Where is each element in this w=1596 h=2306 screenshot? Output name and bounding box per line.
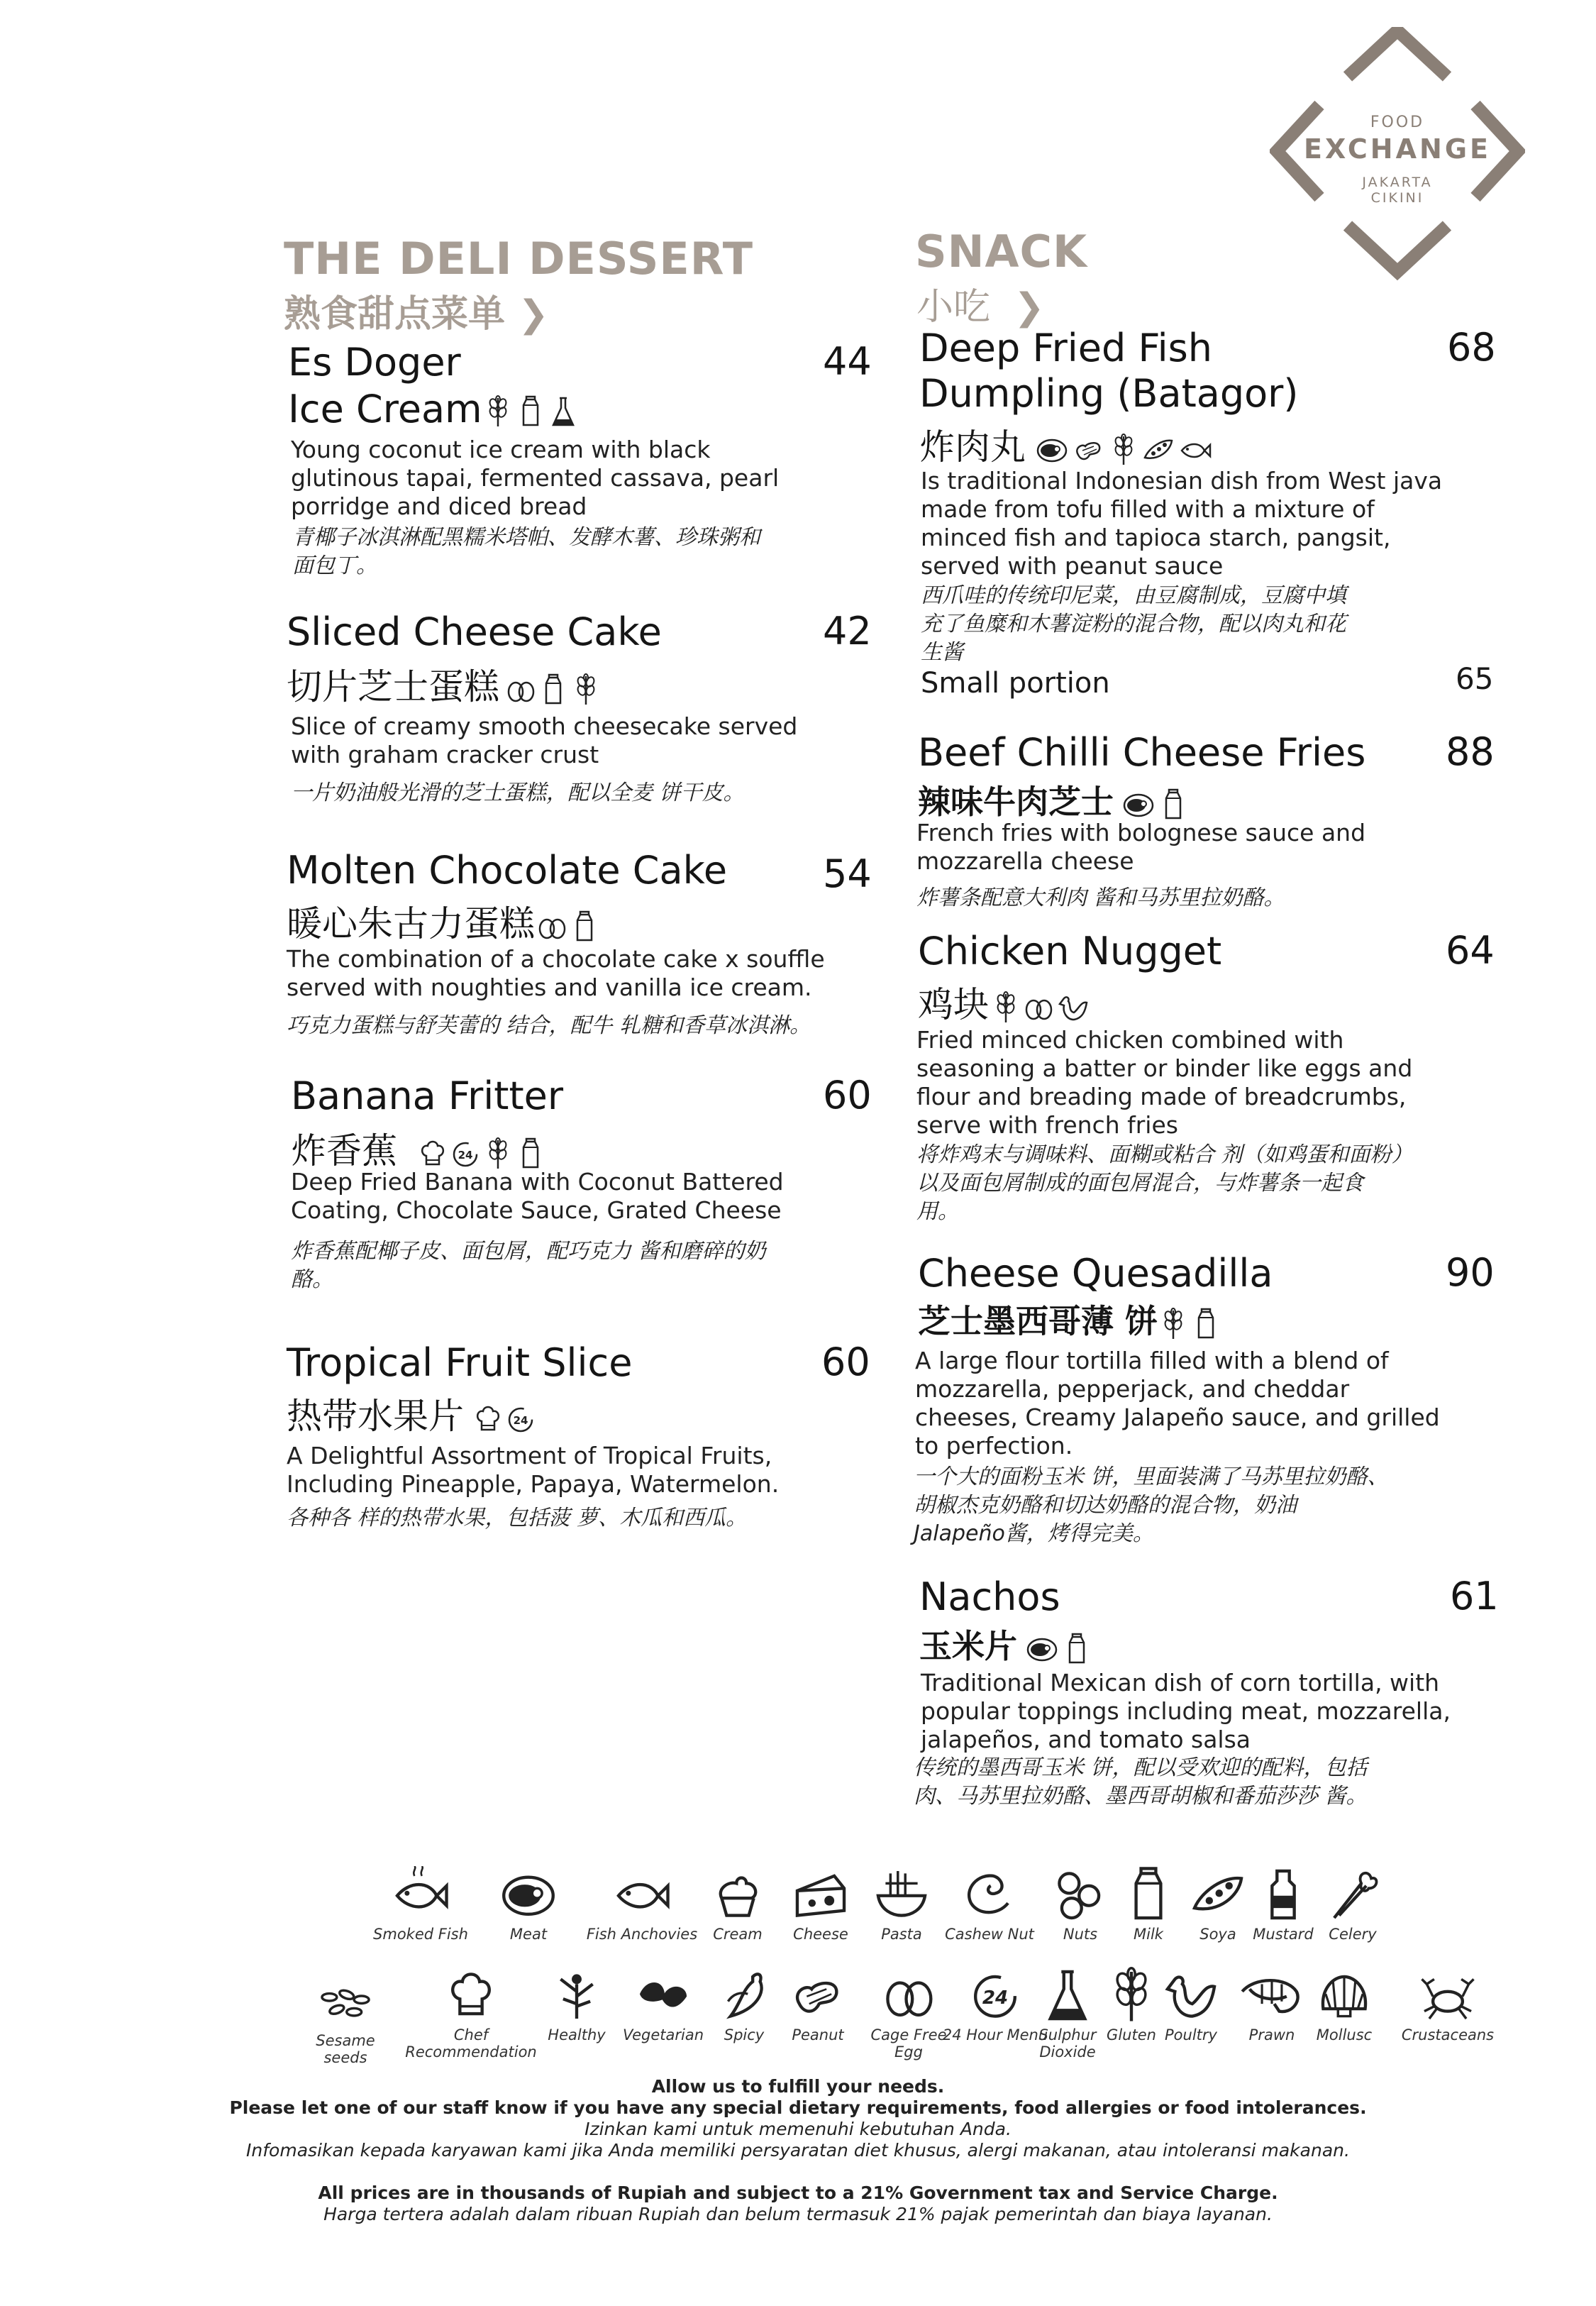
- 24-hour-icon: [506, 1403, 535, 1435]
- menu-item-price: 54: [823, 851, 872, 896]
- legend-cream: Cream: [685, 1866, 791, 1943]
- menu-item-description: A Delightful Assortment of Tropical Fruits, Including Pineapple, Papaya, Watermelon.: [287, 1442, 780, 1498]
- menu-item-description: The combination of a chocolate cake x souffle served with noughties and vanilla ice cream.: [287, 945, 825, 1001]
- peanut-icon: [789, 1967, 846, 2024]
- menu-item-description: Is traditional Indonesian dish from West java made from tofu filled with a mixture of minced fish and tapioca starch, pangsit, served with peanut sauce: [921, 467, 1443, 580]
- legend-smoked-fish: Smoked Fish: [367, 1866, 474, 1943]
- menu-item-name-cn: 芝士墨西哥薄 饼: [918, 1296, 1220, 1342]
- legend-vegetarian: Vegetarian: [610, 1967, 716, 2043]
- chef-icon: [443, 1967, 499, 2024]
- cream-icon: [709, 1866, 766, 1923]
- footer-line3: Izinkan kami untuk memenuhi kebutuhan Anda.: [584, 2119, 1012, 2139]
- gluten-icon: [572, 673, 600, 706]
- legend-healthy: Healthy: [523, 1967, 630, 2043]
- chef-icon: [419, 1137, 447, 1170]
- menu-item-price: 42: [823, 609, 872, 653]
- egg-icon: [538, 910, 566, 943]
- poultry-icon: [1163, 1967, 1219, 2024]
- celery-icon: [1324, 1866, 1381, 1923]
- legend-chef-recommendation: Chef Recommendation: [400, 1967, 542, 2060]
- milk-icon: [1159, 788, 1187, 821]
- menu-item-name-cn: 炸肉丸: [919, 419, 1212, 470]
- legend-mustard: Mustard: [1230, 1866, 1336, 1943]
- menu-item-name-cn: 辣味牛肉芝士: [918, 776, 1187, 823]
- menu-item-description-cn: 一个大的面粉玉米 饼，里面装满了马苏里拉奶酪、 胡椒杰克奶酪和切达奶酪的混合物，奶油 Jalapeño酱，烤得完美。: [914, 1464, 1389, 1546]
- menu-item-description-cn: 各种各 样的热带水果，包括菠 萝、木瓜和西瓜。: [287, 1506, 748, 1530]
- menu-item-description-cn: 巧克力蛋糕与舒芙蕾的 结合，配牛 轧糖和香草冰淇淋。: [287, 1013, 811, 1038]
- menu-item-name-cn: 切片芝士蛋糕: [287, 658, 600, 710]
- milk-icon: [516, 1137, 545, 1170]
- legend-spicy: Spicy: [691, 1967, 797, 2043]
- legend-pasta: Pasta: [848, 1866, 955, 1943]
- footer-line6: Harga tertera adalah dalam ribuan Rupiah dan belum termasuk 21% pajak pemerintah dan biaya layanan.: [323, 2204, 1273, 2224]
- legend-sulphur-dioxide: Sulphur Dioxide: [1014, 1967, 1121, 2060]
- poultry-icon: [1057, 991, 1090, 1024]
- crustaceans-icon: [1419, 1967, 1476, 2024]
- logo-line1: FOOD: [1370, 114, 1425, 131]
- vegetarian-icon: [635, 1967, 692, 2024]
- smoked-fish-icon: [392, 1866, 449, 1923]
- food-exchange-logo: [1270, 27, 1525, 282]
- menu-item-name-cn: 暖心朱古力蛋糕: [287, 895, 599, 947]
- menu-item-description: Traditional Mexican dish of corn tortilla, with popular toppings including meat, mozzarella, jalapeños, and tomato salsa: [921, 1669, 1451, 1753]
- chevron-right-icon: ❯: [518, 293, 549, 336]
- meat-icon: [500, 1866, 557, 1923]
- legend-milk: Milk: [1095, 1866, 1202, 1943]
- milk-icon: [516, 395, 545, 428]
- footer-line4: Infomasikan kepada karyawan kami jika Anda memiliki persyaratan diet khusus, alergi makanan, atau intoleransi makanan.: [246, 2140, 1350, 2161]
- menu-item-name: Nachos: [919, 1574, 1060, 1619]
- menu-item-name-cn: 鸡块: [918, 976, 1090, 1027]
- menu-item-description-cn: 炸薯条配意大利肉 酱和马苏里拉奶酪。: [916, 886, 1285, 910]
- menu-item-description: Young coconut ice cream with black glutinous tapai, fermented cassava, pearl porridge and diced bread: [291, 436, 780, 520]
- milk-icon: [570, 910, 599, 943]
- cashew-icon: [961, 1866, 1018, 1923]
- menu-item-description-cn: 将炸鸡末与调味料、面糊或粘合 剂（如鸡蛋和面粉） 以及面包屑制成的面包屑混合，与炸薯条一起食 用。: [916, 1142, 1413, 1224]
- menu-item-description-cn: 炸香蕉配椰子皮、面包屑，配巧克力 酱和磨碎的奶 酪。: [291, 1239, 766, 1292]
- gluten-icon: [992, 991, 1020, 1024]
- legend-poultry: Poultry: [1138, 1967, 1244, 2043]
- menu-item-description: French fries with bolognese sauce and mozzarella cheese: [916, 819, 1366, 875]
- legend-nuts: Nuts: [1027, 1866, 1134, 1943]
- logo-line4: CIKINI: [1370, 190, 1424, 206]
- footer-line1: Allow us to fulfill your needs.: [651, 2076, 945, 2097]
- snack-section-title: SNACK: [915, 226, 1088, 277]
- legend-fish-anchovies: Fish Anchovies: [582, 1866, 702, 1943]
- menu-item-name-cn: 炸香蕉: [291, 1122, 545, 1174]
- egg-icon: [506, 673, 535, 706]
- menu-item-name: Cheese Quesadilla: [918, 1251, 1273, 1296]
- menu-item-name: Molten Chocolate Cake: [287, 848, 728, 893]
- small-portion-label: Small portion: [921, 667, 1110, 700]
- menu-item-price: 68: [1447, 325, 1496, 370]
- peanut-icon: [1073, 434, 1105, 466]
- menu-item-price: 44: [823, 339, 872, 384]
- legend-gluten: Gluten: [1078, 1967, 1185, 2043]
- meat-icon: [1036, 434, 1068, 466]
- snack-section-title-cn: 小吃 ❯: [916, 286, 1045, 329]
- mollusc-icon: [1316, 1967, 1373, 2024]
- pasta-icon: [873, 1866, 930, 1923]
- meat-icon: [1122, 788, 1155, 821]
- legend-mollusc: Mollusc: [1291, 1967, 1397, 2043]
- menu-item-name: Sliced Cheese Cake: [287, 609, 662, 654]
- menu-item-description-cn: 青椰子冰淇淋配黑糯米塔帕、发酵木薯、珍珠粥和 面包丁。: [292, 525, 760, 578]
- 24-hour-icon: [451, 1137, 480, 1170]
- spicy-icon: [716, 1967, 772, 2024]
- logo-line2: EXCHANGE: [1304, 133, 1491, 165]
- menu-item-description: Slice of creamy smooth cheesecake served with graham cracker crust: [291, 712, 798, 768]
- dessert-section-title: THE DELI DESSERT: [284, 233, 754, 285]
- menu-item-price: 64: [1446, 928, 1495, 973]
- dessert-section-title-cn: 熟食甜点菜单 ❯: [284, 293, 549, 336]
- cheese-icon: [792, 1866, 849, 1923]
- legend-meat: Meat: [475, 1866, 582, 1943]
- milk-icon: [1192, 1308, 1220, 1340]
- menu-item-description: Fried minced chicken combined with seasoning a batter or binder like eggs and flour and breading made of breadcrumbs, serve with french fries: [916, 1026, 1413, 1139]
- legend-crustaceans: Crustaceans: [1395, 1967, 1501, 2043]
- sulphur-dioxide-icon: [549, 395, 577, 428]
- chef-icon: [474, 1403, 502, 1435]
- egg-icon: [1024, 991, 1053, 1024]
- logo-line3: JAKARTA: [1362, 175, 1433, 190]
- menu-item-name-cn: 玉米片: [919, 1621, 1091, 1667]
- menu-item-name-line2: Dumpling (Batagor): [919, 371, 1299, 416]
- menu-item-name: Deep Fried Fish: [919, 326, 1212, 370]
- menu-item-price: 60: [823, 1073, 872, 1118]
- legend-cashew-nut: Cashew Nut: [936, 1866, 1043, 1943]
- menu-item-name-cn: 热带水果片: [287, 1388, 535, 1439]
- menu-item-price: 90: [1446, 1250, 1495, 1295]
- menu-item-price: 60: [821, 1340, 870, 1384]
- menu-item-name: Chicken Nugget: [918, 929, 1222, 973]
- meat-icon: [1026, 1633, 1058, 1665]
- menu-item-price: 61: [1450, 1574, 1499, 1618]
- legend-celery: Celery: [1299, 1866, 1406, 1943]
- menu-item-name: Beef Chilli Cheese Fries: [918, 730, 1366, 775]
- menu-item-description-cn: 一片奶油般光滑的芝士蛋糕，配以全麦 饼干皮。: [291, 780, 745, 805]
- legend-sesame-seeds: Sesame seeds: [292, 1973, 399, 2066]
- gluten-icon: [484, 395, 512, 428]
- egg-icon: [880, 1967, 937, 2024]
- milk-icon: [539, 673, 567, 706]
- gluten-icon: [484, 1137, 512, 1170]
- gluten-icon: [1109, 434, 1138, 466]
- fish-icon: [614, 1866, 670, 1923]
- gluten-icon: [1159, 1308, 1187, 1340]
- footer-line2: Please let one of our staff know if you have any special dietary requirements, food allergies or food intolerances.: [229, 2097, 1367, 2118]
- legend-prawn: Prawn: [1219, 1967, 1325, 2043]
- menu-item-name: Es Doger: [288, 340, 461, 385]
- menu-item-name: Tropical Fruit Slice: [287, 1340, 633, 1385]
- soya-icon: [1142, 434, 1175, 466]
- legend-24-hour-menu: 24 Hour Menu: [942, 1967, 1048, 2043]
- menu-item-description: Deep Fried Banana with Coconut Battered Coating, Chocolate Sauce, Grated Cheese: [291, 1168, 784, 1224]
- menu-item-name-line2: Ice Cream: [288, 386, 577, 433]
- menu-item-name: Banana Fritter: [291, 1074, 564, 1118]
- legend-cage-free-egg: Cage Free Egg: [855, 1967, 962, 2060]
- legend-peanut: Peanut: [765, 1967, 871, 2043]
- chevron-right-icon: ❯: [1014, 286, 1045, 329]
- menu-item-description-cn: 传统的墨西哥玉米 饼，配以受欢迎的配料，包括 肉、马苏里拉奶酪、墨西哥胡椒和番茄莎莎 酱。: [914, 1755, 1368, 1809]
- menu-item-price: 88: [1446, 729, 1495, 774]
- milk-icon: [1063, 1633, 1091, 1665]
- fish-icon: [1179, 434, 1212, 466]
- footer-line5: All prices are in thousands of Rupiah and subject to a 21% Government tax and Service Charge.: [318, 2183, 1278, 2203]
- legend-cheese: Cheese: [767, 1866, 874, 1943]
- sesame-seeds-icon: [315, 1973, 376, 2029]
- legend-soya: Soya: [1165, 1866, 1271, 1943]
- healthy-icon: [548, 1967, 605, 2024]
- menu-item-description-cn: 西爪哇的传统印尼菜，由豆腐制成，豆腐中填 充了鱼糜和木薯淀粉的混合物，配以肉丸和花 生酱: [921, 583, 1346, 665]
- small-portion-price: 65: [1456, 661, 1494, 696]
- menu-item-description: A large flour tortilla filled with a blend of mozzarella, pepperjack, and cheddar cheeses, Creamy Jalapeño sauce, and grilled to perfection.: [915, 1347, 1440, 1460]
